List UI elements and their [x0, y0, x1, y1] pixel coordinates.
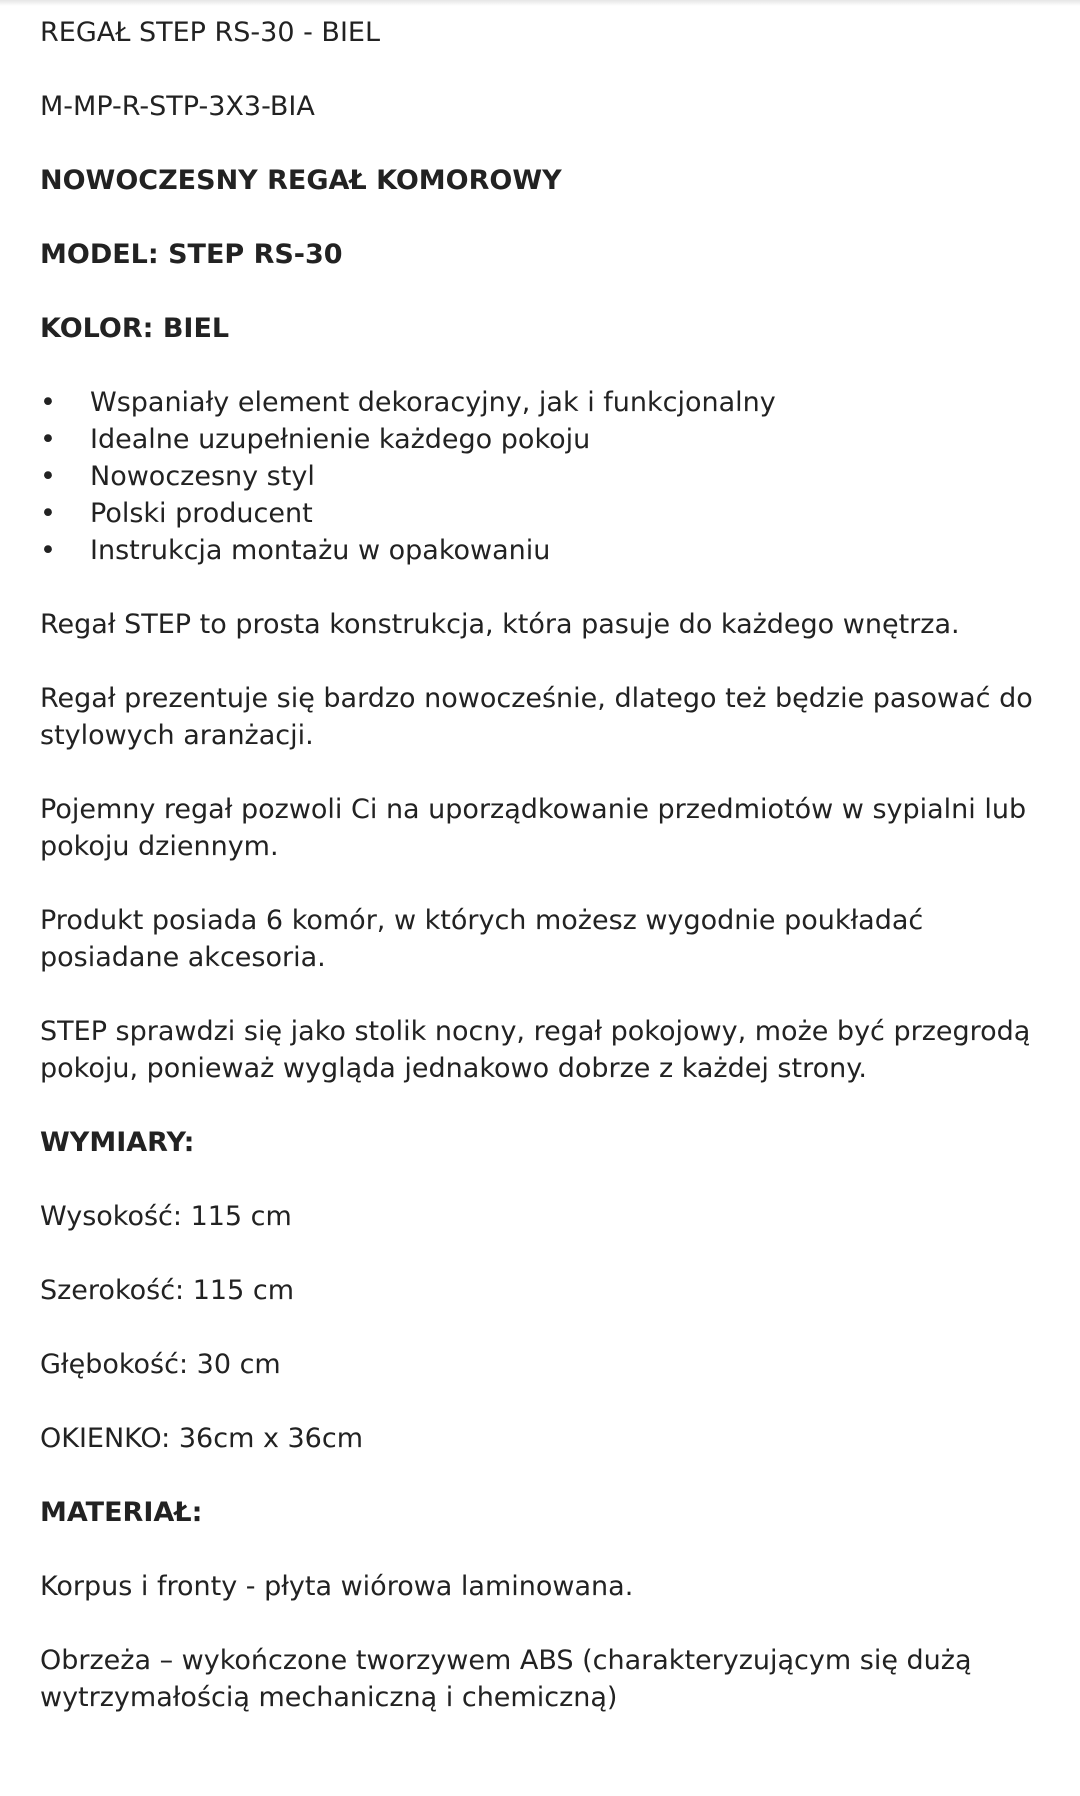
bullet-icon: •	[40, 424, 56, 455]
dimension-height: Wysokość: 115 cm	[40, 1201, 292, 1232]
dimension-width: Szerokość: 115 cm	[40, 1275, 294, 1306]
list-item	[40, 421, 1040, 458]
list-item	[40, 458, 1040, 495]
feature-text: Idealne uzupełnienie każdego pokoju	[90, 424, 591, 455]
list-item	[40, 495, 1040, 532]
dimensions-heading: WYMIARY:	[40, 1127, 195, 1158]
material-edges: Obrzeża – wykończone tworzywem ABS (charakteryzującym się dużą wytrzymałością mechaniczną i chemiczną)	[40, 1645, 972, 1713]
material-heading: MATERIAŁ:	[40, 1497, 203, 1528]
feature-text: Nowoczesny styl	[90, 461, 315, 492]
product-description	[40, 14, 1040, 1753]
product-headline: NOWOCZESNY REGAŁ KOMOROWY	[40, 165, 562, 196]
material-body: Korpus i fronty - płyta wiórowa laminowana.	[40, 1571, 634, 1602]
description-paragraph: Regał prezentuje się bardzo nowocześnie, dlatego też będzie pasować do stylowych aranżacji.	[40, 683, 1033, 751]
description-paragraph: Pojemny regał pozwoli Ci na uporządkowanie przedmiotów w sypialni lub pokoju dziennym.	[40, 794, 1027, 862]
bullet-icon: •	[40, 387, 56, 418]
feature-list	[40, 384, 1040, 569]
product-name: REGAŁ STEP RS-30 - BIEL	[40, 17, 381, 48]
product-color: KOLOR: BIEL	[40, 313, 230, 344]
description-paragraph: Regał STEP to prosta konstrukcja, która pasuje do każdego wnętrza.	[40, 609, 960, 640]
list-item	[40, 384, 1040, 421]
feature-text: Polski producent	[90, 498, 313, 529]
feature-text: Instrukcja montażu w opakowaniu	[90, 535, 551, 566]
list-item	[40, 532, 1040, 569]
product-sku: M-MP-R-STP-3X3-BIA	[40, 91, 315, 122]
description-paragraph: Produkt posiada 6 komór, w których możesz wygodnie poukładać posiadane akcesoria.	[40, 905, 924, 973]
top-shadow	[0, 0, 1080, 6]
bullet-icon: •	[40, 535, 56, 566]
dimension-window: OKIENKO: 36cm x 36cm	[40, 1423, 364, 1454]
description-paragraph: STEP sprawdzi się jako stolik nocny, regał pokojowy, może być przegrodą pokoju, ponieważ wygląda jednakowo dobrze z każdej strony.	[40, 1016, 1031, 1084]
dimension-depth: Głębokość: 30 cm	[40, 1349, 281, 1380]
bullet-icon: •	[40, 461, 56, 492]
bullet-icon: •	[40, 498, 56, 529]
product-model: MODEL: STEP RS-30	[40, 239, 343, 270]
feature-text: Wspaniały element dekoracyjny, jak i funkcjonalny	[90, 387, 776, 418]
